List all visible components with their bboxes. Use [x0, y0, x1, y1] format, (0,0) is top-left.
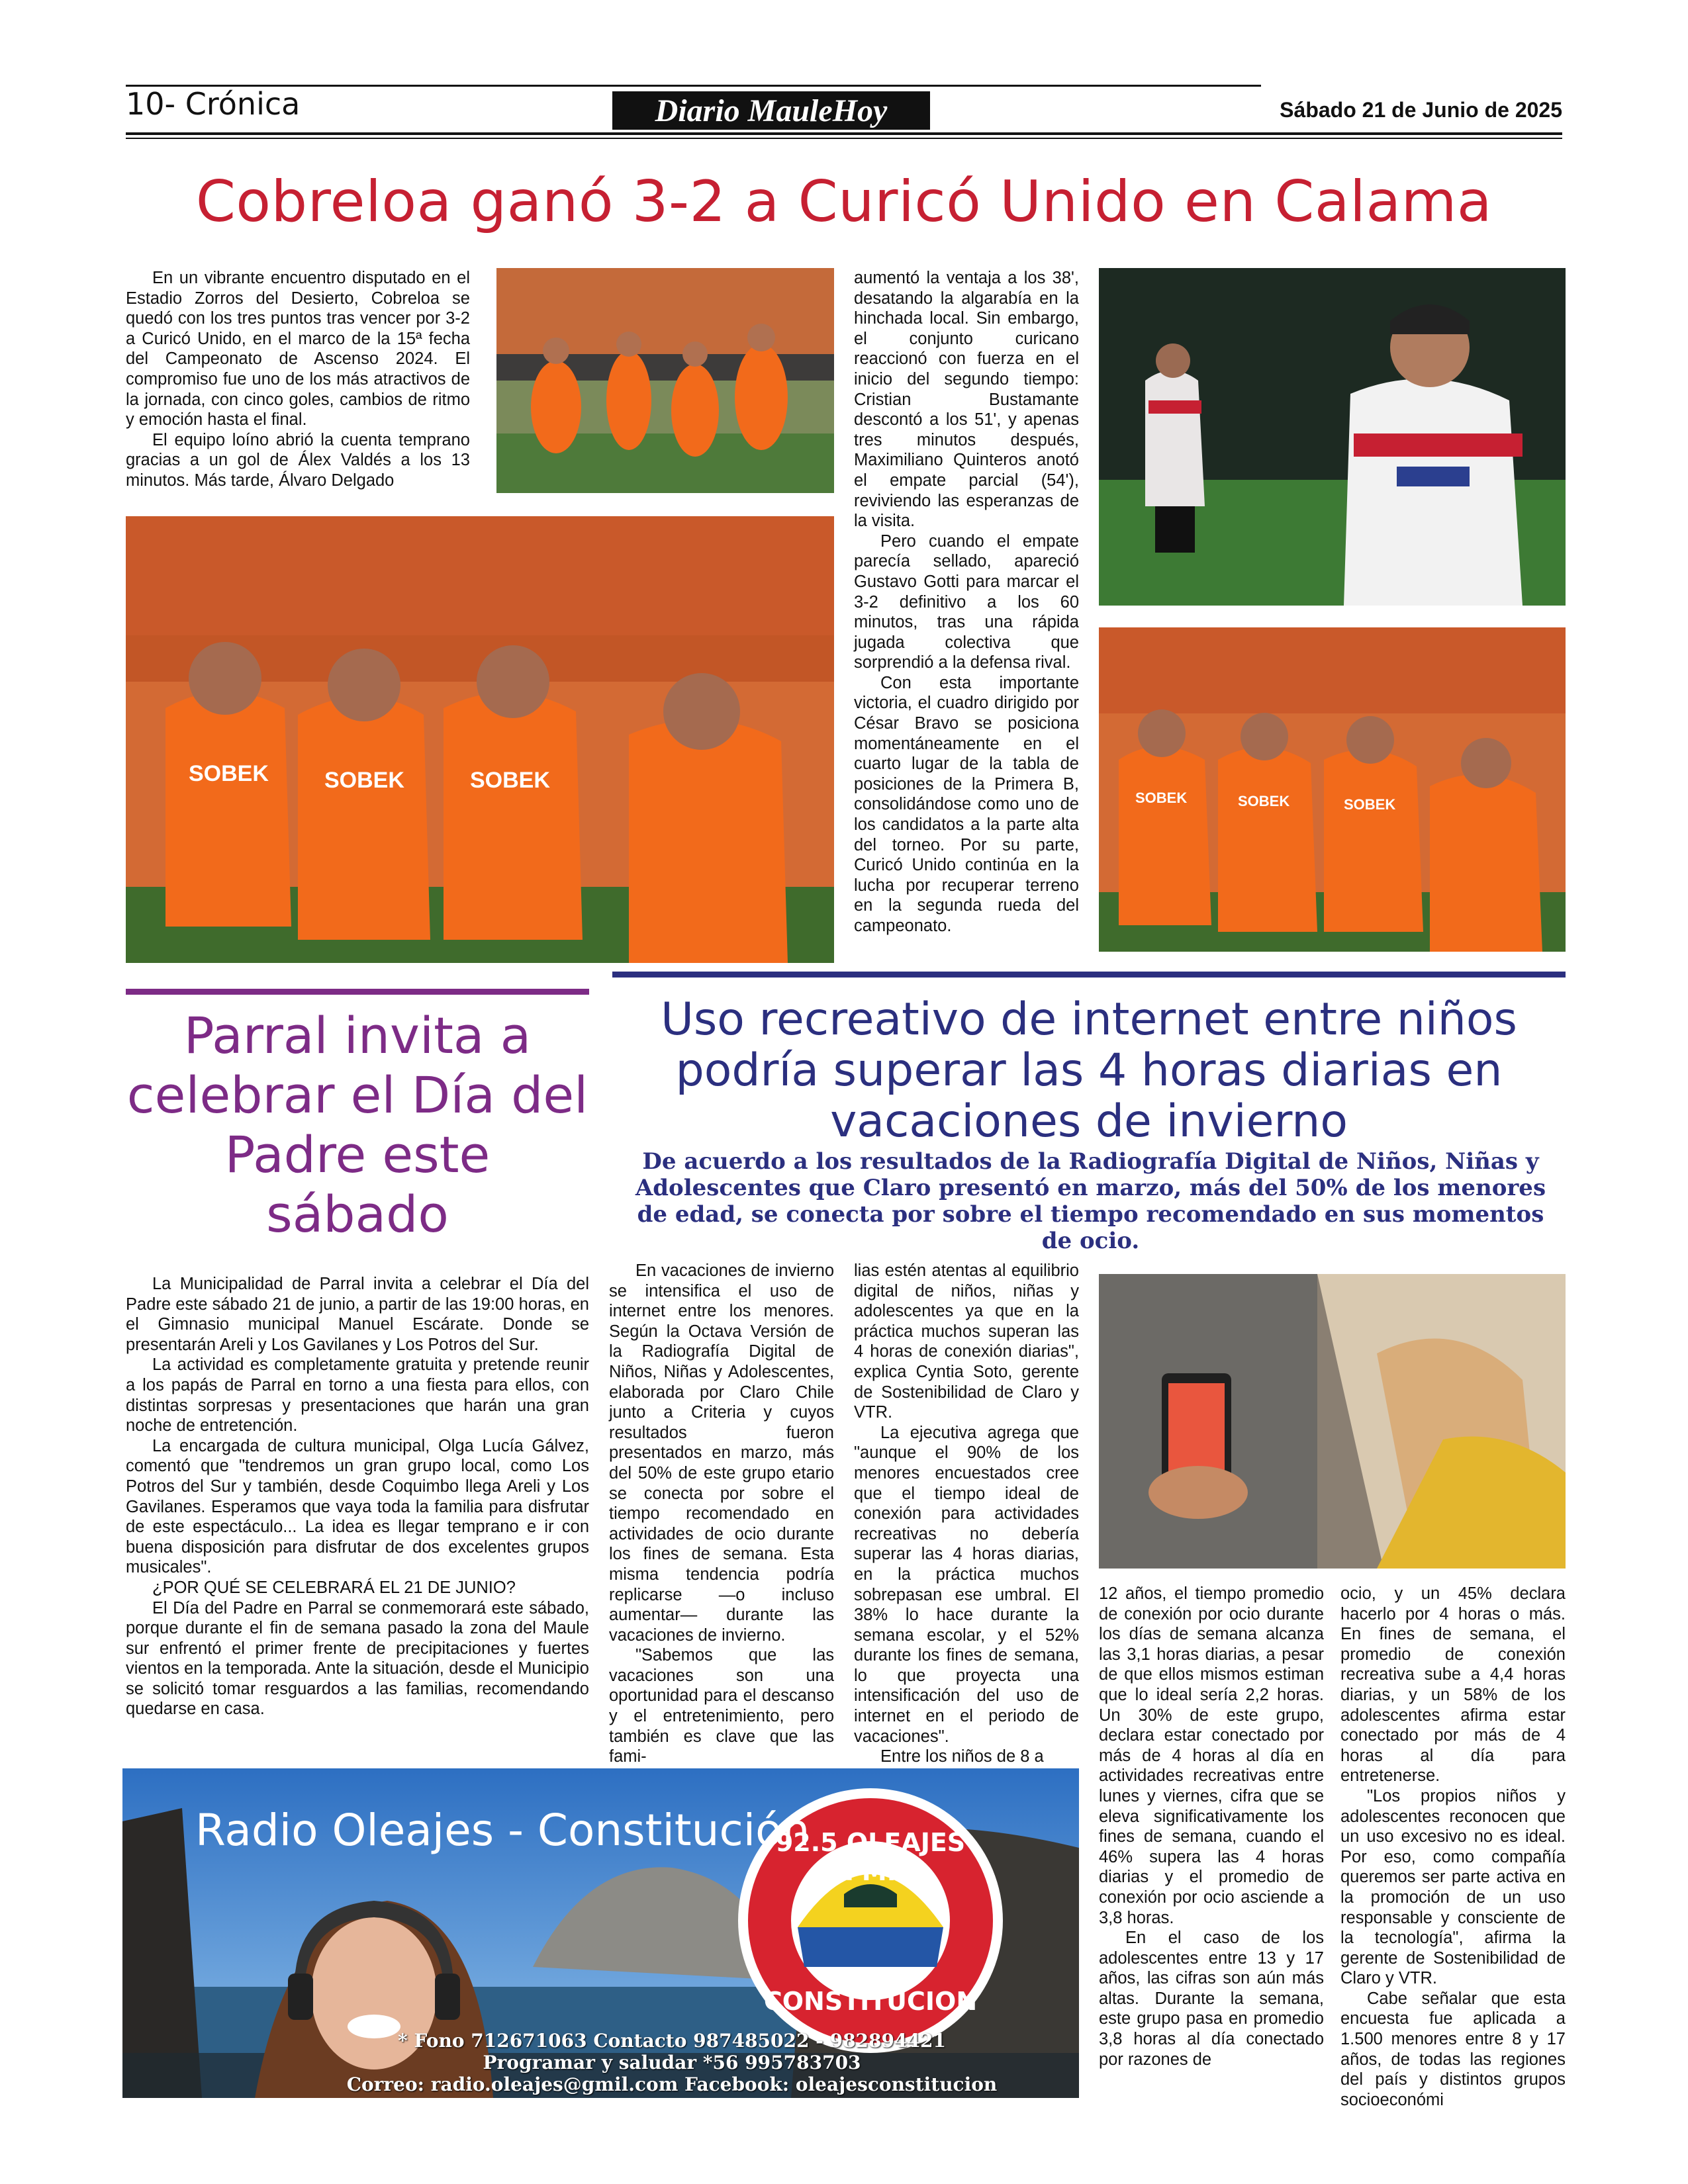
paragraph: aumentó la ventaja a los 38', desatando la algarabía en la hinchada local. Sin embargo, el conjunto curicano reaccionó con fuerza en el inicio del segundo tiempo: Cristian Bustamante descontó a los 51', y apenas tres minutos después, Maximiliano Quinteros anotó el empate parcial (54'), reviviendo las esperanzas de la visita.	[854, 269, 1079, 531]
section-label: 10- Crónica	[126, 86, 301, 122]
article-internet-col2	[854, 1261, 1079, 1767]
svg-text:SOBEK: SOBEK	[1344, 796, 1396, 813]
svg-text:SOBEK: SOBEK	[1238, 793, 1290, 809]
headline-internet: Uso recreativo de internet entre niños podría superar las 4 horas diarias en vacaciones de invierno	[661, 993, 1517, 1148]
article-parral-body	[126, 1274, 589, 1719]
photo-celebration-small	[496, 268, 834, 493]
divider-purple	[126, 989, 589, 995]
photo-team-celebration-right	[1099, 627, 1566, 952]
paragraph: En el caso de los adolescentes entre 13 y 17 años, las cifras son aún más altas. Durante la semana, este grupo pasa en promedio 3,8 horas al día conectado por razones de	[1099, 1929, 1324, 2069]
paragraph: Entre los niños de 8 a	[880, 1747, 1044, 1766]
paragraph: La encargada de cultura municipal, Olga Lucía Gálvez, comentó que "tendremos un gran grupo local, como Los Potros del Sur y también, desde Coquimbo llega Areli y Los Gavilanes. Esperamos que vaya toda la familia para disfrutar de este espectáculo... La idea es llegar temprano e ir con buena disposición para disfrutar de dos excelentes grupos musicales".	[126, 1436, 589, 1577]
paragraph: El Día del Padre en Parral se conmemorará este sábado, porque durante el fin de semana pasado la zona del Maule sur enfrentó el primer frente de precipitaciones y fuertes vientos en la temporada. Ante la situación, desde el Municipio se solicitó tomar resguardos a las familias, recomendando quedarse en casa.	[126, 1598, 589, 1719]
subheading: ¿POR QUÉ SE CELEBRARÁ EL 21 DE JUNIO?	[152, 1578, 516, 1597]
ad-seal-bottom: CONSTITUCION	[763, 1987, 978, 2016]
svg-text:SOBEK: SOBEK	[324, 768, 404, 793]
article-internet-col3	[1099, 1584, 1324, 2070]
paragraph: "Sabemos que las vacaciones son una oportunidad para el descanso y el entretenimiento, pero también es clave que las fami-	[609, 1646, 834, 1766]
ad-contact-line: Correo: radio.oleajes@gmil.com Facebook: oleajesconstitucion	[346, 2073, 998, 2095]
ad-phone-line: * Fono 712671063 Contacto 987485022 - 982894421	[398, 2030, 946, 2052]
paragraph: Con esta importante victoria, el cuadro dirigido por César Bravo se posiciona momentáneamente en el cuarto lugar de la tabla de posiciones de la Primera B, consolidándose como uno de los candidatos a la parte alta del torneo. Por su parte, Curicó Unido continúa en la lucha por recuperar terreno en la segunda rueda del campeonato.	[854, 673, 1079, 935]
article-internet-col4	[1340, 1584, 1566, 2110]
photo-child-with-phone	[1099, 1274, 1566, 1569]
paragraph: "Los propios niños y adolescentes reconocen que un uso excesivo no es ideal. Por eso, como compañía queremos ser parte activa en la promoción de un uso responsable y consciente de la tecnología", afirma la gerente de Sostenibilidad de Claro y VTR.	[1340, 1786, 1566, 1988]
svg-text:SOBEK: SOBEK	[189, 761, 269, 786]
paragraph: lias estén atentas al equilibrio digital de niños, niñas y adolescentes ya que en la práctica muchos superan las 4 horas de conexión diarias", explica Cyntia Soto, gerente de Sostenibilidad de Claro y VTR.	[854, 1261, 1079, 1422]
article-cobreloa-col1	[126, 268, 470, 491]
article-internet-col1	[609, 1261, 834, 1767]
subheadline-internet: De acuerdo a los resultados de la Radiografía Digital de Niños, Niñas y Adolescentes que Claro presentó en marzo, más del 50% de los menores de edad, se conecta por sobre el tiempo recomendado en sus momentos de ocio.	[635, 1148, 1546, 1254]
paragraph: Cabe señalar que esta encuesta fue aplicada a 1.500 menores entre 8 y 17 años, de todas las regiones del país y distintos grupos socioeconómi	[1340, 1989, 1566, 2109]
divider-navy	[612, 972, 1566, 978]
issue-date: Sábado 21 de Junio de 2025	[1280, 98, 1562, 122]
paragraph: ocio, y un 45% declara hacerlo por 4 horas o más. En fines de semana, el promedio de conexión recreativa sube a 4,4 horas diarias, y un 58% de los adolescentes afirma estar conectado por más de 4 horas al día para entretenerse.	[1340, 1584, 1566, 1786]
ad-title: Radio Oleajes - Constitución	[195, 1805, 810, 1856]
paragraph: En vacaciones de invierno se intensifica el uso de internet entre los menores. Según la Octava Versión de la Radiografía Digital de Niños, Niñas y Adolescentes, elaborada por Claro Chile junto a Criteria y cuyos resultados fueron presentados en marzo, más del 50% de este grupo etario se conecta por sobre el tiempo recomendado en actividades de ocio durante los fines de semana. Esta misma tendencia podría replicarse —o incluso aumentar— durante las vacaciones de invierno.	[609, 1261, 834, 1645]
article-cobreloa-col2	[854, 268, 1079, 936]
photo-curico-player-celebrating	[1099, 268, 1566, 606]
header-bottom-rule	[126, 132, 1562, 135]
paragraph: La Municipalidad de Parral invita a celebrar el Día del Padre este sábado 21 de junio, a partir de las 19:00 horas, en el Gimnasio municipal Manuel Escárate. Donde se presentarán Areli y Los Gavilanes y Los Potros del Sur.	[126, 1275, 589, 1354]
paragraph: Pero cuando el empate parecía sellado, apareció Gustavo Gotti para marcar el 3-2 definitivo a los 60 minutos, tras una rápida jugada colectiva que sorprendió a la defensa rival.	[854, 531, 1079, 672]
ad-seal-top: 92.5 OLEAJES FM.	[775, 1828, 966, 1886]
header-bottom-rule-thin	[126, 138, 1562, 139]
radio-oleajes-advertisement	[122, 1768, 1079, 2098]
svg-text:SOBEK: SOBEK	[1135, 790, 1188, 806]
paragraph: La actividad es completamente gratuita y pretende reunir a los papás de Parral en torno a una fiesta para ellos, con distintas sorpresas y presentaciones que harán una gran noche de entretención.	[126, 1355, 589, 1435]
paragraph: El equipo loíno abrió la cuenta temprano gracias a un gol de Álex Valdés a los 13 minutos. Más tarde, Álvaro Delgado	[126, 430, 470, 490]
headline-cobreloa: Cobreloa ganó 3-2 a Curicó Unido en Calama	[195, 169, 1493, 235]
photo-team-celebration-large	[126, 516, 834, 963]
masthead-logo: Diario MauleHoy	[612, 91, 930, 130]
headline-parral: Parral invita a celebrar el Día del Padre este sábado	[126, 1006, 588, 1244]
paragraph: 12 años, el tiempo promedio de conexión por ocio durante los días de semana alcanza las 3,1 horas diarias, a pesar de que ellos mismos estiman que lo ideal sería 2,2 horas. Un 30% de este grupo, declara estar conectado por más de 4 horas al día en actividades recreativas entre lunes y viernes, cifra que se eleva significativamente los fines de semana, cuando el 46% supera las 4 horas diarias y el promedio de conexión por ocio asciende a 3,8 horas.	[1099, 1584, 1324, 1927]
paragraph: En un vibrante encuentro disputado en el Estadio Zorros del Desierto, Cobreloa se quedó con los tres puntos tras vencer por 3-2 a Curicó Unido, en el marco de la 15ª fecha del Campeonato de Ascenso 2024. El compromiso fue uno de los más atractivos de la jornada, con cinco goles, cambios de ritmo y emoción hasta el final.	[126, 269, 470, 430]
svg-text:SOBEK: SOBEK	[470, 768, 550, 793]
paragraph: La ejecutiva agrega que "aunque el 90% de los menores encuestados cree que el tiempo ideal de conexión para actividades recreativas no debería superar las 4 horas diarias, en la práctica muchos sobrepasan ese umbral. El 38% lo hace durante la semana escolar, y el 52% durante los fines de semana, lo que proyecta una intensificación del uso de internet en el periodo de vacaciones".	[854, 1423, 1079, 1746]
ad-program-line: Programar y saludar *56 995783703	[483, 2052, 861, 2073]
